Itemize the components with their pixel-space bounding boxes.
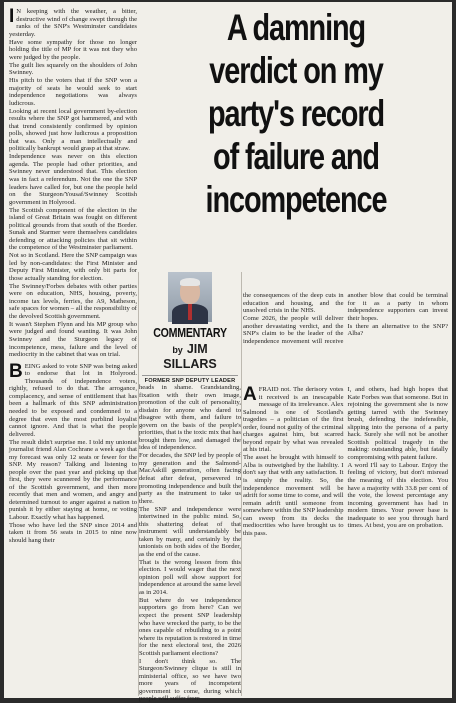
headline-line: of failure and (213, 136, 379, 177)
article-paragraph: The Scottish component of the election in the island of Great Britain was fought on different political grounds from that south of the Border. Sunak and Starmer were themselves candidates defending or attacking policies that sit within the competence of the Westminster parliament. (9, 206, 137, 252)
article-column-2 (139, 384, 241, 703)
article-paragraph: I N keeping with the weather, a bitter, destructive wind of change swept through the ranks of the SNP's Westminster candidates yesterday. (9, 6, 137, 38)
article-paragraph: The guilt lies squarely on the shoulders of John Swinney. (9, 61, 137, 77)
article-paragraph: AFRAID not. The derisory votes it received is an inescapable message of its irrelevance. Alex Salmond is one of Scotland's tragedies – a politician of the first order, found not guilty of the criminal charges against him, but scarred beyond repair by what was revealed at his trial. (243, 384, 344, 454)
article-paragraph: Is there an alternative to the SNP? Alba? (347, 322, 448, 338)
article-column-1 (9, 8, 137, 696)
author-photo (168, 272, 212, 322)
article-paragraph: BEING asked to vote SNP was being asked to endorse that lot in Holyrood. Thousands of independence voters, rightly, refused to do that. The arrogance, complacency, and sense of entitlement that has been a hallmark of this SNP administration needed to be exposed and condemned to a degree that even the most purblind loyalist cannot ignore. And that is what the people delivered. (9, 360, 137, 438)
author-role: FORMER SNP DEPUTY LEADER (142, 375, 238, 384)
headline-line: party's record (207, 93, 385, 134)
author-first-name: JIM (186, 342, 208, 356)
article-paragraph: A word I'll say to Labour. Enjoy the feeling of victory, but don't misread the meaning of this election. You have a majority with 33.8 per cent of the vote, the lowest percentage any incoming government has had in modern times. Your power base is inadequate to see you through hard times. At best, you are on probation. (347, 461, 448, 530)
article-paragraph: Have some sympathy for those no longer holding the title of MP for it was not they who were judged by the people. (9, 38, 137, 61)
author-last-name: SILLARS (163, 357, 217, 371)
article-paragraph: the consequences of the deep cuts in education and housing, and the unsolved crisis in the NHS. (243, 292, 344, 315)
article-paragraph: Independence was never on this election agenda. The people had other priorities, and Swinney never understood that. This election was in fact a referendum. Not the one the SNP leaders have called for, but one the people held on the Sturgeon/Yousaf/Swinney Scottish government in Holyrood. (9, 153, 137, 206)
article-paragraph: I don't think so. The Sturgeon/Swinney clique is still in ministerial office, so we have two more years of incompetent government to come, during which people will suffer from (139, 657, 241, 703)
article-paragraph: Come 2026, the people will deliver another devastating verdict, and the SNP's claim to be the leader of the independence movement will receive another blow that could be terminal for it as a party in whom independence supporters can invest their hopes. (243, 292, 448, 345)
by-label: by (172, 345, 183, 355)
article-paragraph: The Swinney/Forbes debates with other parties were on education, NHS, housing, poverty, income tax levels, ferries, the A9, Matheson, safe spaces for women – all the responsibility of the devolved Scottish government. (9, 282, 137, 320)
article-column-3-bottom (243, 386, 448, 696)
article-paragraph: The SNP and independence were intertwined in the public mind. So, this shattering defeat of that instrument will understandably be taken by many, and certainly by the unionists on both sides of the Border, as the end of the cause. (139, 505, 241, 558)
headline (176, 6, 416, 221)
drop-cap: I (9, 6, 15, 27)
author-line (142, 340, 238, 358)
column-divider (241, 272, 242, 696)
headline-line: incompetence (205, 179, 387, 220)
newspaper-page (4, 2, 452, 703)
drop-cap: B (9, 360, 23, 382)
article-paragraph: I, and others, had high hopes that Kate Forbes was that someone. But in rejoining the government she is now getting tarred with the Swinney brush, defending the indefensible, slipping into the persona of a party hack. Surely she will not be another Scottish political tragedy in the making: outstanding able, but fatally compromising with patent failure. (347, 386, 448, 461)
article-paragraph: heads in shame. Grandstanding, fixation with their own image, promotion of the cult of personality, disdain for anyone who dared to disagree with them, and failure to govern on the basis of the people's priorities, that is the toxic mix that has brought them low, and damaged the idea of independence. (139, 384, 241, 452)
article-paragraph: It wasn't Stephen Flynn and his MP group who were judged and found wanting. It was John Swinney and the Sturgeon legacy of incompetence, mess, failure and the level of mediocrity in the cabinet that was on trial. (9, 320, 137, 359)
article-paragraph: Not so in Scotland. Here the SNP campaign was led by non-candidates: the First Minister and Deputy First Minister, with only bit parts for those actually standing for election. (9, 252, 137, 282)
article-paragraph: Those who have led the SNP since 2014 and taken it from 56 seats in 2015 to nine now should hang their (9, 521, 137, 545)
article-paragraph: The result didn't surprise me. I told my unionist journalist friend Alan Cochrane a week ago that my forecast was only 12 seats or fewer for the SNP. My reason? Talking and listening to people over the past year and picking up that first, they were scunnered by the performance of the Scottish government, and then more recently that men and women, and angry and determined turnout to anger against a nation to punish it by either staying at home, or voting Labour. Exactly what has happened. (9, 438, 137, 521)
article-paragraph: The asset he brought with himself to Alba is outweighed by the liability. I don't say that with any satisfaction. It is simply the reality. So, the independence movement will be adrift for some time to come, and will remain adrift until someone from somewhere within the SNP leadership can sweep from its decks the mediocrities who have brought us to this pass. (243, 454, 344, 537)
article-paragraph: That is the wrong lesson from this election. I would wager that the next opinion poll will show support for independence at around the same level as in 2014. (139, 558, 241, 596)
article-paragraph: But where do we independence supporters go from here? Can we expect the present SNP leadership who have wrecked the party, to be the ones capable of rebuilding to a point where its reputation is restored in time for the next electoral test, the 2026 Scottish parliament elections? (139, 596, 241, 657)
article-paragraph: For decades, the SNP led by people of my generation and the Salmond-MacAskill generation, often facing defeat after defeat, persevered in promoting independence and built the party as the instrument to take us there. (139, 452, 241, 505)
headline-line: verdict on my (209, 50, 383, 91)
article-column-3-top (243, 292, 448, 384)
article-paragraph: Looking at recent local government by-election results where the SNP got hammered, and with that trend consistently confirmed by opinion polls, showed just how ludicrous a proposition that was. Only a man intellectually and politically bankrupt would grasp at that straw. (9, 107, 137, 153)
byline (142, 272, 238, 384)
article-paragraph: His pitch to the voters that if the SNP won a majority of seats he would seek to start independence negotiations was always ludicrous. (9, 77, 137, 107)
section-kicker: COMMENTARY (153, 326, 227, 340)
drop-cap: A (243, 384, 257, 405)
headline-line: A damning (226, 7, 366, 48)
